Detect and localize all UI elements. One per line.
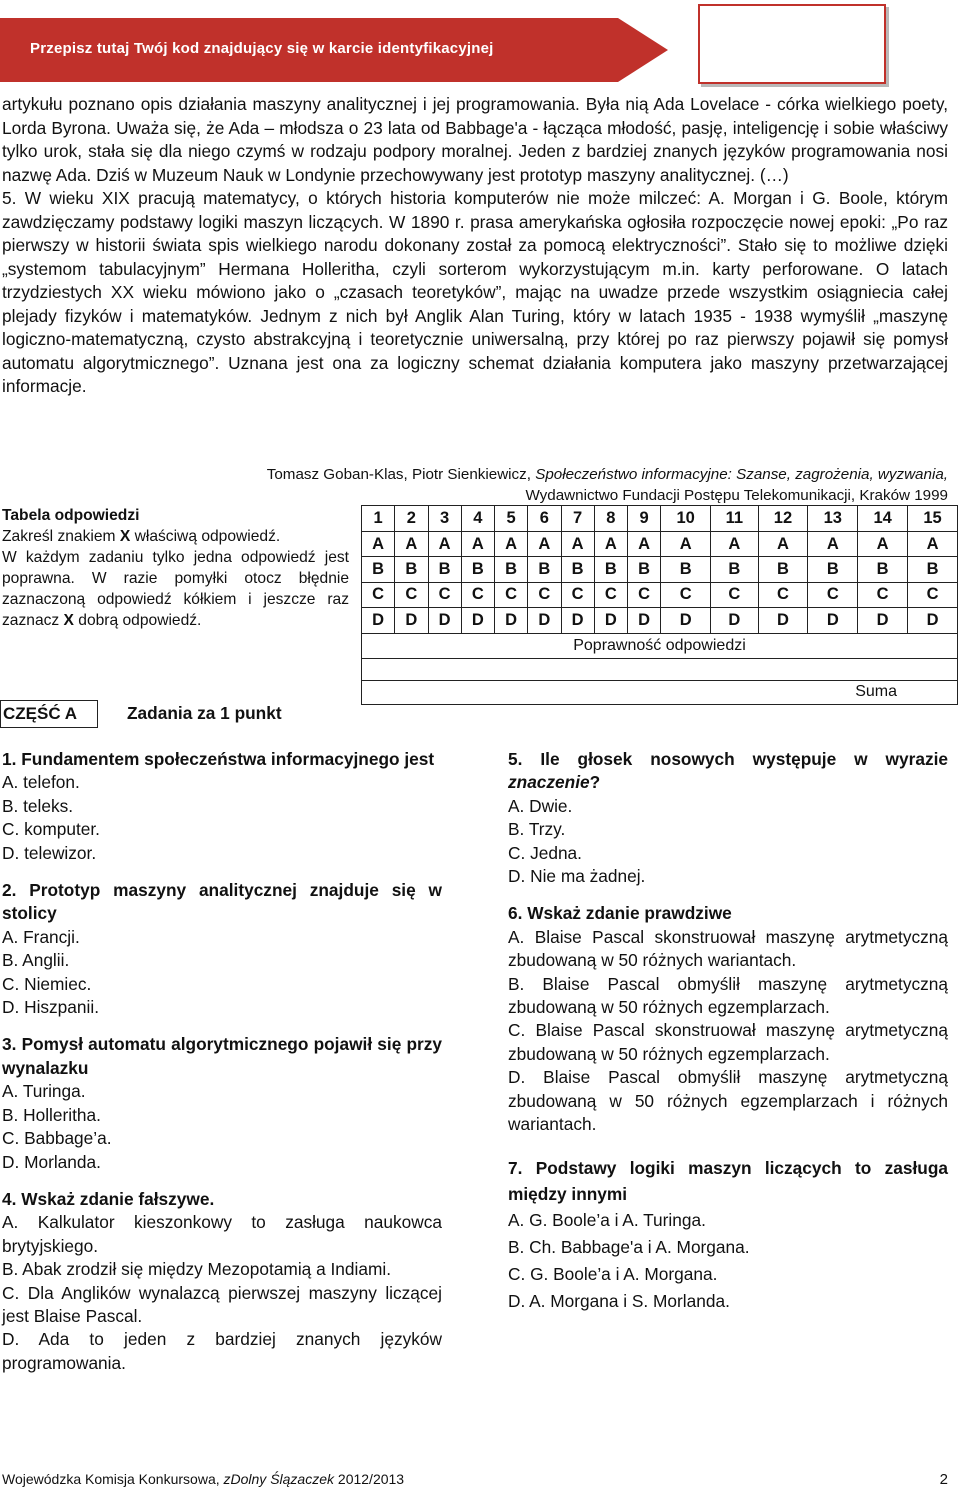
answer-cell[interactable]: A	[758, 532, 808, 557]
intro-text	[2, 93, 948, 399]
citation-publisher: Wydawnictwo Fundacji Postępu Telekomunikacji, Kraków 1999	[525, 487, 948, 504]
answer-cell[interactable]: C	[461, 582, 494, 607]
option[interactable]: B. Blaise Pascal obmyślił maszynę arytmetyczną zbudowaną w 50 różnych egzemplarzach.	[508, 973, 948, 1018]
answer-cell[interactable]: A	[528, 532, 561, 557]
answer-cell[interactable]: C	[661, 582, 711, 607]
instructions-line	[2, 547, 349, 631]
answer-instructions	[2, 505, 349, 631]
answer-row	[362, 582, 958, 607]
answer-cell[interactable]: B	[495, 557, 528, 582]
question-number-cell: 11	[711, 506, 758, 532]
citation-authors: Tomasz Goban-Klas, Piotr Sienkiewicz,	[266, 466, 536, 483]
question-title: 6. Wskaż zdanie prawdziwe	[508, 903, 732, 924]
instructions-text: właściwą odpowiedź.	[130, 528, 281, 545]
option[interactable]: D. A. Morgana i S. Morlanda.	[508, 1290, 730, 1311]
answer-row	[362, 608, 958, 633]
answer-cell[interactable]: D	[858, 608, 908, 633]
answer-cell[interactable]: A	[561, 532, 594, 557]
question-number-cell: 10	[661, 506, 711, 532]
answer-cell[interactable]: D	[908, 608, 958, 633]
option[interactable]: B. Abak zrodził się między Mezopotamią a Indiami.	[2, 1259, 391, 1280]
answer-cell[interactable]: B	[362, 557, 395, 582]
correctness-row	[362, 633, 958, 658]
footer	[2, 1471, 404, 1487]
option[interactable]: C. Dla Anglików wynalazcą pierwszej maszyny liczącej jest Blaise Pascal.	[2, 1282, 442, 1326]
answer-cell[interactable]: A	[395, 532, 428, 557]
question-number-cell: 7	[561, 506, 594, 532]
answer-cell[interactable]: D	[808, 608, 858, 633]
answer-cell[interactable]: D	[561, 608, 594, 633]
question-1	[2, 748, 442, 865]
question-number-cell: 4	[461, 506, 494, 532]
question-title-text: 5. Ile głosek nosowych występuje w wyrazie	[508, 749, 948, 769]
answer-row	[362, 557, 958, 582]
section-subtitle: Zadania za 1 punkt	[127, 703, 282, 723]
option[interactable]: D. Nie ma żadnej.	[508, 866, 646, 887]
answer-cell[interactable]: C	[858, 582, 908, 607]
answer-cell[interactable]: D	[461, 608, 494, 633]
question-number-cell: 15	[908, 506, 958, 532]
option[interactable]: B. Holleritha.	[2, 1104, 101, 1125]
id-code-box[interactable]	[698, 4, 886, 84]
question-2	[2, 879, 442, 1019]
answer-cell[interactable]: C	[528, 582, 561, 607]
option[interactable]: C. Jedna.	[508, 842, 582, 863]
answer-cell[interactable]: A	[711, 532, 758, 557]
answer-cell[interactable]: B	[858, 557, 908, 582]
answer-cell[interactable]: C	[594, 582, 627, 607]
option[interactable]: A. Blaise Pascal skonstruował maszynę arytmetyczną zbudowaną w 50 różnych wariantach.	[508, 926, 948, 971]
instructions-line	[2, 526, 349, 547]
answer-cell[interactable]: C	[808, 582, 858, 607]
correctness-input-row	[362, 658, 958, 680]
answer-table-header-row	[362, 506, 958, 532]
question-number-cell: 9	[628, 506, 661, 532]
citation	[88, 464, 948, 506]
answer-cell[interactable]: B	[758, 557, 808, 582]
question-title-word: znaczenie	[508, 772, 590, 793]
answer-cell[interactable]: B	[594, 557, 627, 582]
intro-paragraph: 5. W wieku XIX pracują matematycy, o których historia komputerów nie może milczeć: A. Morgan i G. Boole, którym zawdzięczamy podstawy logiki maszyn liczących. W 1890 r. prasa amerykańska ogłosiła rozpoczęcie nowej epoki: „Po raz pierwszy w historii świata spis wielkiego narodu dokonany został za pomocą elektryczności”. Stało się to możliwe dzięki „systemom tabulacyjnym” Hermana Holleritha, czyli sorterom wykorzystującym m.in. karty perforowane. O latach trzydziestych XX wieku mówiono jako o „czasach teoretyków”, mając na uwadze przede wszystkim osiągniecia całej plejady fizyków i matematyków. Jednym z nich był Anglik Alan Turing, który w latach 1935 - 1938 wymyślił „maszynę logiczno-matematyczną, czysto abstrakcyjną i teoretycznie uniwersalną, przy której po raz pierwszy pojawił się pomysł automatu algorytmicznego”. Uznana jest ona za logiczny schemat działania komputera jako maszyny przetwarzającej informacje.	[2, 188, 948, 396]
answer-cell[interactable]: C	[711, 582, 758, 607]
answer-cell[interactable]: D	[628, 608, 661, 633]
answer-cell[interactable]: A	[495, 532, 528, 557]
question-number-cell: 12	[758, 506, 808, 532]
question-title	[508, 748, 948, 795]
question-number-cell: 8	[594, 506, 627, 532]
option[interactable]: D. Ada to jeden z bardziej znanych języków programowania.	[2, 1329, 442, 1373]
answer-cell[interactable]: B	[428, 557, 461, 582]
question-number-cell: 3	[428, 506, 461, 532]
answer-cell[interactable]: D	[528, 608, 561, 633]
option[interactable]: A. Kalkulator kieszonkowy to zasługa naukowca brytyjskiego.	[2, 1212, 442, 1256]
option[interactable]: D. Hiszpanii.	[2, 997, 99, 1018]
option[interactable]: C. Blaise Pascal skonstruował maszynę arytmetyczną zbudowaną w 50 różnych egzemplarzach.	[508, 1020, 948, 1064]
correctness-input-cell[interactable]	[362, 658, 958, 680]
question-number-cell: 13	[808, 506, 858, 532]
answer-cell[interactable]: A	[362, 532, 395, 557]
answer-cell[interactable]: D	[594, 608, 627, 633]
sum-row	[362, 680, 958, 704]
answer-cell[interactable]: C	[628, 582, 661, 607]
question-number-cell: 5	[495, 506, 528, 532]
question-7	[508, 1155, 948, 1315]
answer-row	[362, 532, 958, 557]
option[interactable]: B. Anglii.	[2, 950, 70, 971]
question-number-cell: 1	[362, 506, 395, 532]
question-number-cell: 6	[528, 506, 561, 532]
intro-paragraph: artykułu poznano opis działania maszyny analitycznej i jej programowania. Była nią Ada Lovelace - córka wielkiego poety, Lorda Byrona. Uważa się, że Ada – młodsza o 23 lata od Babbage'a - łącząca młodość, pasję, inteligencję i sobie właściwy tylko urok, stała się dla niego czymś w rodzaju podpory moralnej. Jeden z bardziej znanych języków programowania nosi nazwę Ada. Dziś w Muzeum Nauk w Londynie przechowywany jest prototyp maszyny analitycznej. (…)	[2, 94, 948, 185]
question-title: 1. Fundamentem społeczeństwa informacyjnego jest	[2, 749, 435, 769]
answer-cell[interactable]: D	[495, 608, 528, 633]
answer-cell[interactable]: A	[661, 532, 711, 557]
instructions-text: dobrą odpowiedź.	[73, 612, 202, 629]
answer-cell[interactable]: A	[594, 532, 627, 557]
answer-cell[interactable]: B	[528, 557, 561, 582]
instructions-text: W każdym zadaniu tylko jedna odpowiedź jest poprawna. W razie pomyłki otocz błędnie zaznaczoną odpowiedź kółkiem i jeszcze raz zaznacz	[2, 549, 349, 629]
question-title: 3. Pomysł automatu algorytmicznego pojawił się przy wynalazku	[2, 1034, 442, 1078]
answer-cell[interactable]: C	[395, 582, 428, 607]
answer-cell[interactable]: A	[858, 532, 908, 557]
answer-cell[interactable]: A	[428, 532, 461, 557]
header-banner	[0, 18, 668, 82]
option[interactable]: C. Niemiec.	[2, 973, 92, 994]
answer-cell[interactable]: D	[362, 608, 395, 633]
x-mark: X	[63, 612, 74, 629]
option[interactable]: D. Morlanda.	[2, 1151, 101, 1172]
question-title: 2. Prototyp maszyny analitycznej znajduje się w stolicy	[2, 880, 442, 924]
answer-cell[interactable]: A	[461, 532, 494, 557]
answer-cell[interactable]: D	[428, 608, 461, 633]
question-title-text: ?	[589, 772, 601, 793]
answer-cell[interactable]: C	[758, 582, 808, 607]
question-title: 4. Wskaż zdanie fałszywe.	[2, 1188, 215, 1209]
answer-cell[interactable]: B	[711, 557, 758, 582]
instructions-text: Zakreśl znakiem	[2, 528, 120, 545]
questions-left-column	[2, 748, 442, 1389]
option[interactable]: B. teleks.	[2, 795, 74, 816]
question-3	[2, 1033, 442, 1173]
option[interactable]: A. Turinga.	[2, 1081, 86, 1102]
footer-org: Wojewódzka Komisja Konkursowa,	[2, 1471, 224, 1487]
option[interactable]: B. Ch. Babbage'a i A. Morgana.	[508, 1236, 750, 1257]
option[interactable]: A. Francji.	[2, 926, 80, 947]
option[interactable]: A. telefon.	[2, 772, 80, 793]
option[interactable]: B. Trzy.	[508, 819, 566, 840]
answer-cell[interactable]: B	[628, 557, 661, 582]
answer-cell[interactable]: C	[495, 582, 528, 607]
banner-text: Przepisz tutaj Twój kod znajdujący się w karcie identyfikacyjnej	[30, 40, 494, 57]
answer-cell[interactable]: B	[808, 557, 858, 582]
question-5	[508, 748, 948, 888]
page-number: 2	[939, 1471, 948, 1488]
footer-year: 2012/2013	[334, 1471, 405, 1487]
answer-cell[interactable]: C	[908, 582, 958, 607]
answer-cell[interactable]: B	[561, 557, 594, 582]
answer-cell[interactable]: B	[461, 557, 494, 582]
answer-cell[interactable]: B	[908, 557, 958, 582]
question-title: 7. Podstawy logiki maszyn liczących to zasługa między innymi	[508, 1157, 948, 1204]
answer-cell[interactable]: D	[758, 608, 808, 633]
section-label: CZĘŚĆ A	[0, 700, 98, 728]
answer-cell[interactable]: B	[661, 557, 711, 582]
footer-contest: zDolny Ślązaczek	[223, 1471, 335, 1487]
questions-right-column	[508, 748, 948, 1329]
citation-title: Społeczeństwo informacyjne: Szanse, zagrożenia, wyzwania,	[535, 466, 948, 483]
answer-cell[interactable]: A	[908, 532, 958, 557]
correctness-label: Poprawność odpowiedzi	[362, 633, 958, 658]
option[interactable]: C. komputer.	[2, 819, 100, 840]
instructions-title: Tabela odpowiedzi	[2, 507, 140, 524]
x-mark: X	[119, 528, 131, 545]
sum-label[interactable]: Suma	[362, 680, 958, 704]
answer-cell[interactable]: B	[395, 557, 428, 582]
question-4	[2, 1188, 442, 1375]
answer-cell[interactable]: D	[395, 608, 428, 633]
answer-cell[interactable]: C	[561, 582, 594, 607]
answer-cell[interactable]: D	[711, 608, 758, 633]
option[interactable]: D. telewizor.	[2, 842, 97, 863]
answer-table	[361, 505, 958, 705]
answer-cell[interactable]: A	[628, 532, 661, 557]
question-number-cell: 2	[395, 506, 428, 532]
answer-cell[interactable]: A	[808, 532, 858, 557]
option[interactable]: C. Babbage’a.	[2, 1128, 112, 1149]
question-number-cell: 14	[858, 506, 908, 532]
option[interactable]: C. G. Boole’a i A. Morgana.	[508, 1263, 718, 1284]
answer-cell[interactable]: C	[362, 582, 395, 607]
option[interactable]: D. Blaise Pascal obmyślił maszynę arytmetyczną zbudowaną w 50 różnych egzemplarzach i różnych wariantach.	[508, 1067, 948, 1135]
answer-cell[interactable]: C	[428, 582, 461, 607]
option[interactable]: A. G. Boole’a i A. Turinga.	[508, 1209, 706, 1230]
answer-cell[interactable]: D	[661, 608, 711, 633]
question-6	[508, 902, 948, 1136]
option[interactable]: A. Dwie.	[508, 795, 573, 816]
